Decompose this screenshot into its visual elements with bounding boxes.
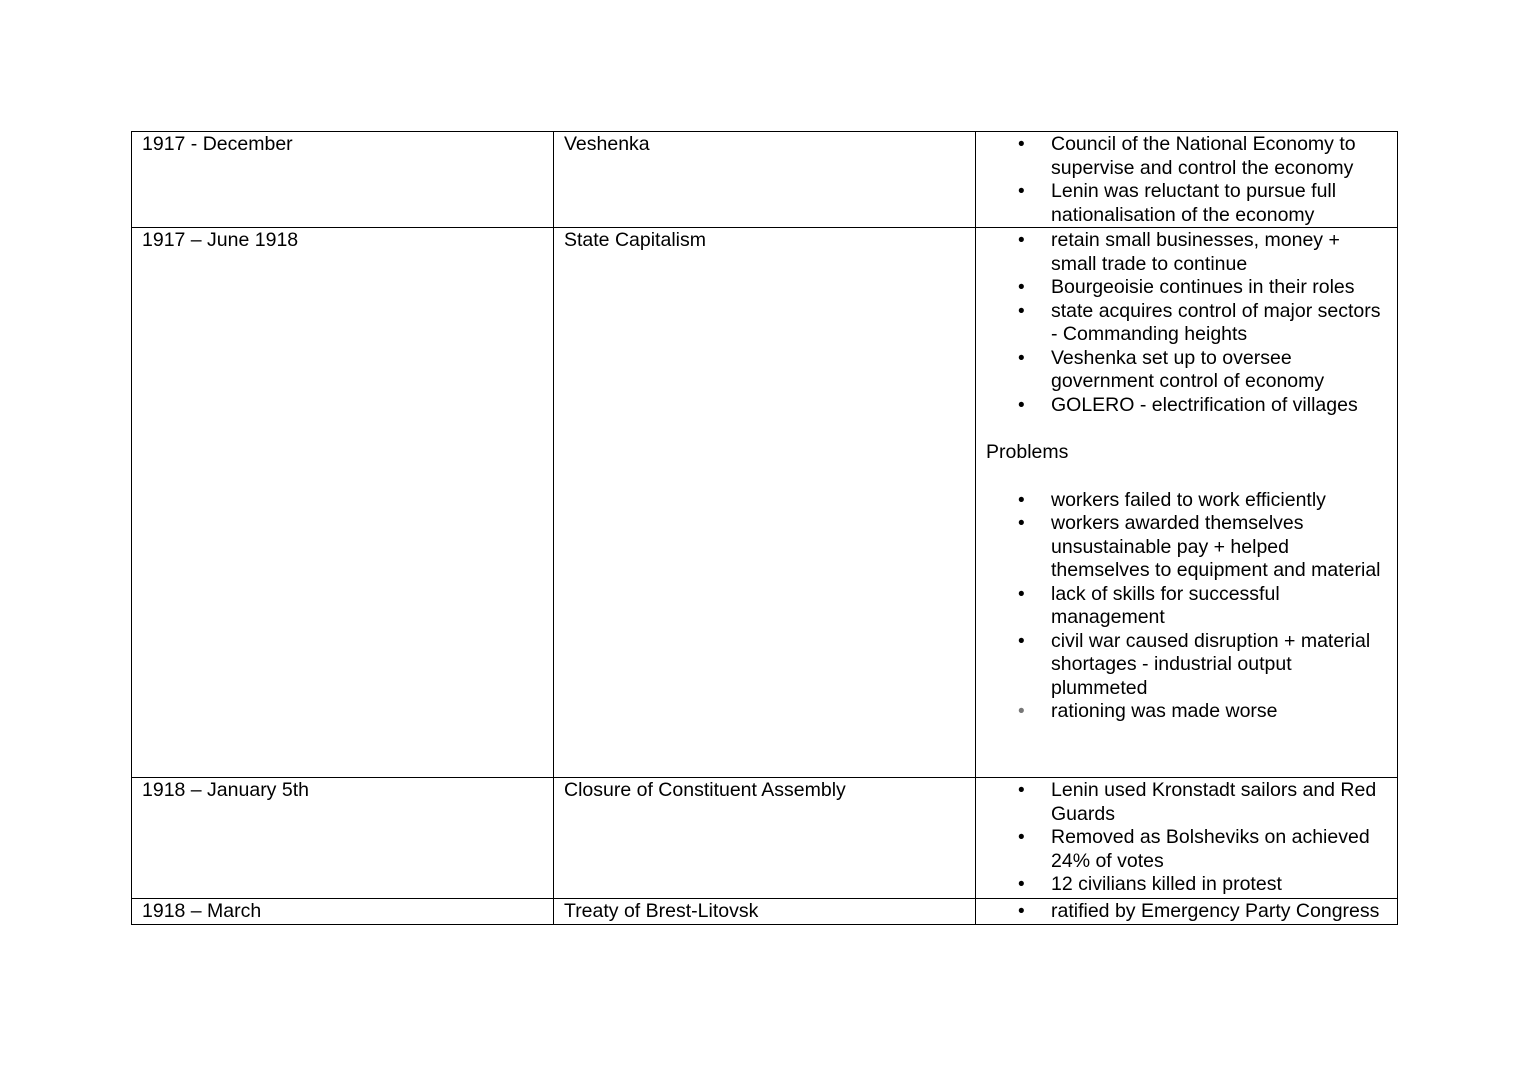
details-cell	[976, 778, 1398, 899]
list-item: • rationing was made worse	[1051, 700, 1387, 724]
date-cell: 1917 – June 1918	[132, 228, 554, 778]
list-item: • workers failed to work efficiently	[1051, 489, 1387, 513]
timeline-table	[131, 131, 1398, 925]
list-item: • lack of skills for successful management	[1051, 583, 1387, 630]
list-item: • ratified by Emergency Party Congress	[1051, 900, 1387, 924]
table-row	[132, 899, 1398, 925]
details-list	[986, 229, 1387, 417]
list-item: • 12 civilians killed in protest	[1051, 873, 1387, 897]
event-cell: Veshenka	[554, 132, 976, 228]
list-item: • Veshenka set up to oversee government control of economy	[1051, 347, 1387, 394]
details-cell	[976, 899, 1398, 925]
details-list	[986, 900, 1387, 924]
event-cell: State Capitalism	[554, 228, 976, 778]
table-row	[132, 132, 1398, 228]
event-cell: Treaty of Brest-Litovsk	[554, 899, 976, 925]
details-cell	[976, 228, 1398, 778]
list-item: • workers awarded themselves unsustainable pay + helped themselves to equipment and material	[1051, 512, 1387, 583]
list-item: • GOLERO - electrification of villages	[1051, 394, 1387, 418]
table-row	[132, 228, 1398, 778]
list-item: • Lenin was reluctant to pursue full nationalisation of the economy	[1051, 180, 1387, 227]
problems-list	[986, 489, 1387, 724]
list-item: • Council of the National Economy to supervise and control the economy	[1051, 133, 1387, 180]
list-item: • Bourgeoisie continues in their roles	[1051, 276, 1387, 300]
event-cell: Closure of Constituent Assembly	[554, 778, 976, 899]
list-item: • Lenin used Kronstadt sailors and Red Guards	[1051, 779, 1387, 826]
list-item: • Removed as Bolsheviks on achieved 24% of votes	[1051, 826, 1387, 873]
details-list	[986, 779, 1387, 897]
details-cell	[976, 132, 1398, 228]
date-cell: 1918 – January 5th	[132, 778, 554, 899]
problems-heading: Problems	[986, 441, 1069, 463]
date-cell: 1918 – March	[132, 899, 554, 925]
list-item: • state acquires control of major sectors - Commanding heights	[1051, 300, 1387, 347]
list-item: • retain small businesses, money + small trade to continue	[1051, 229, 1387, 276]
table-row	[132, 778, 1398, 899]
list-item: • civil war caused disruption + material shortages - industrial output plummeted	[1051, 630, 1387, 701]
details-list	[986, 133, 1387, 227]
date-cell: 1917 - December	[132, 132, 554, 228]
